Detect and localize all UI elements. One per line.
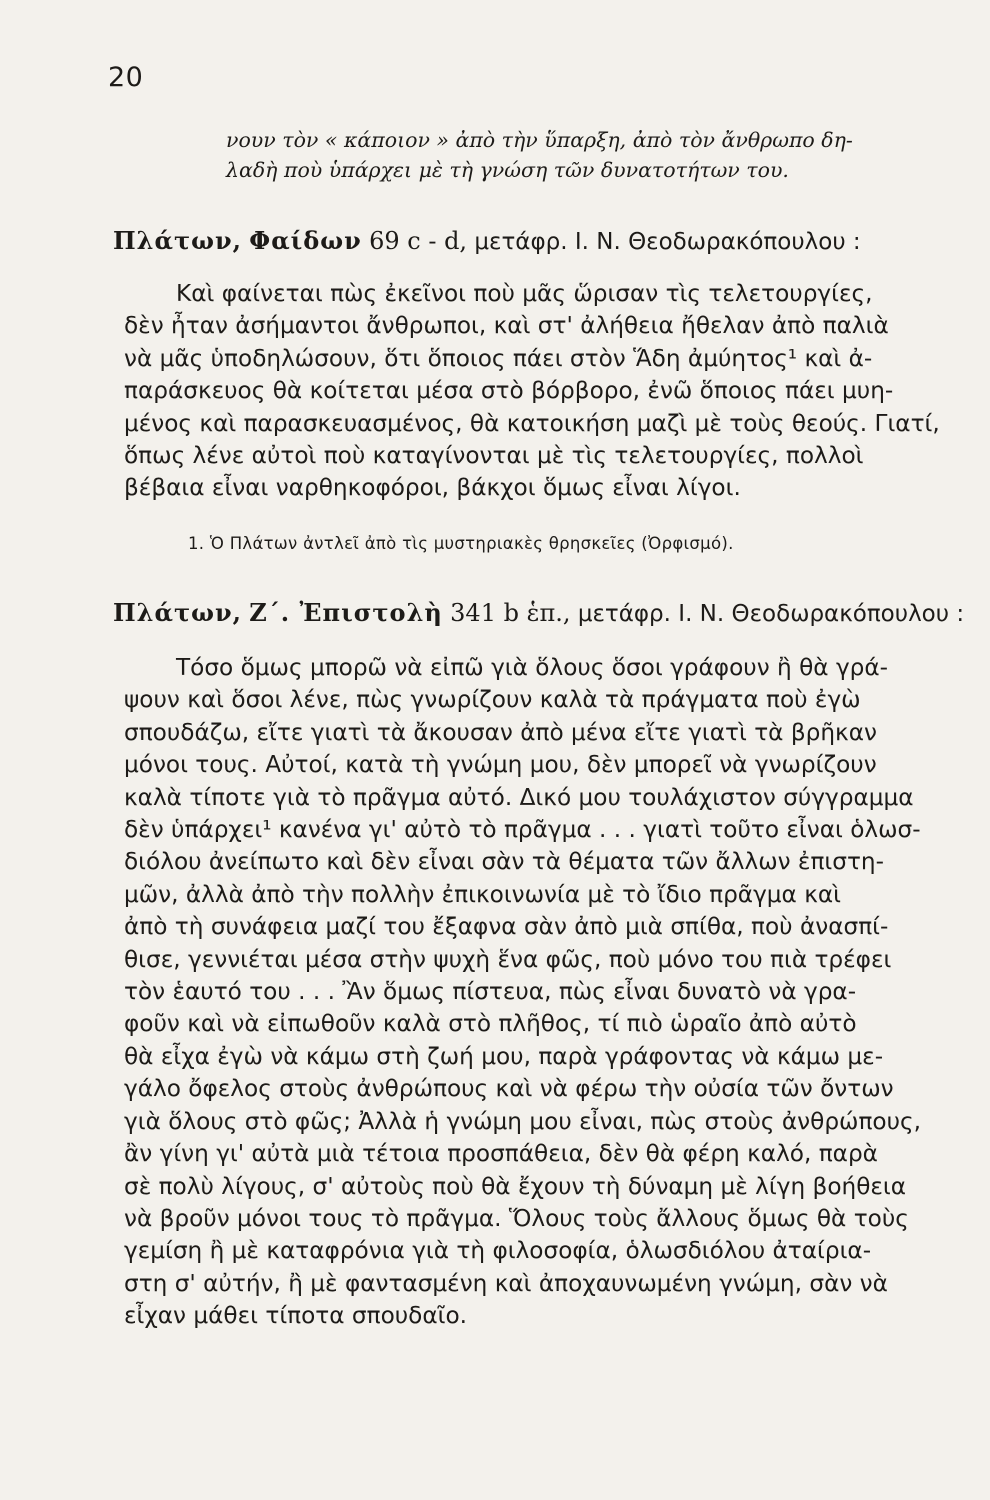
body-line: τὸν ἑαυτό του . . . Ἂν ὅμως πίστευα, πὼς εἶναι δυνατὸ νὰ γρα- [124,978,857,1006]
body-line: γάλο ὄφελος στοὺς ἀνθρώπους καὶ νὰ φέρω τὴν οὐσία τῶν ὄντων [124,1075,894,1103]
heading-reference: 69 c - d, [369,227,468,255]
body-line: Καὶ φαίνεται πὼς ἐκεῖνοι ποὺ μᾶς ὥρισαν τὶς τελετουργίες, [176,280,873,307]
body-line: στη σ' αὐτήν, ἢ μὲ φαντασμένη καὶ ἀποχαυνωμένη γνώμη, σὰν νὰ [124,1269,888,1297]
section2-body [124,652,966,1333]
body-line: φοῦν καὶ νὰ εἰπωθοῦν καλὰ στὸ πλῆθος, τί πιὸ ὡραῖο ἀπὸ αὐτὸ [124,1010,857,1038]
body-line: μόνοι τους. Αὐτοί, κατὰ τὴ γνώμη μου, δὲν μπορεῖ νὰ γνωρίζουν [124,751,877,779]
body-line: μῶν, ἀλλὰ ἀπὸ τὴν πολλὴν ἐπικοινωνία μὲ τὸ ἴδιο πρᾶγμα καὶ [124,880,842,908]
body-line: ἂν γίνη γι' αὐτὰ μιὰ τέτοια προσπάθεια, δὲν θὰ φέρη καλό, παρὰ [124,1140,878,1168]
heading-work: Ζ΄. Ἐπιστολὴ [249,598,443,627]
body-line: μένος καὶ παρασκευασμένος, θὰ κατοικήση μαζὶ μὲ τοὺς θεούς. Γιατί, [124,409,940,437]
body-line: Τόσο ὅμως μπορῶ νὰ εἰπῶ γιὰ ὅλους ὅσοι γράφουν ἢ θὰ γρά- [176,654,889,681]
body-line: ἀπὸ τὴ συνάφεια μαζί του ἔξαφνα σὰν ἀπὸ μιὰ σπίθα, ποὺ ἀνασπί- [124,913,889,941]
heading-translation: μετάφρ. Ι. Ν. Θεοδωρακόπουλου : [474,229,861,255]
body-line: σπουδάζω, εἴτε γιατὶ τὰ ἄκουσαν ἀπὸ μένα εἴτε γιατὶ τὰ βρῆκαν [124,718,877,746]
intro-line: νουν τὸν « κάποιον » ἀπὸ τὴν ὕπαρξη, ἀπὸ τὸν ἄνθρωπο δη- [226,128,853,152]
body-line: γεμίση ἢ μὲ καταφρόνια γιὰ τὴ φιλοσοφία, ὁλωσδιόλου ἀταίρια- [124,1237,872,1265]
body-line: θισε, γεννιέται μέσα στὴν ψυχὴ ἕνα φῶς, ποὺ μόνο του πιὰ τρέφει [124,945,892,973]
body-line: νὰ βροῦν μόνοι τους τὸ πρᾶγμα. Ὅλους τοὺς ἄλλους ὅμως θὰ τοὺς [124,1204,909,1232]
body-line: νὰ μᾶς ὑποδηλώσουν, ὅτι ὅποιος πάει στὸν Ἅδη ἀμύητος¹ καὶ ἀ- [124,344,873,372]
section1-body [124,278,966,505]
body-line: ὅπως λένε αὐτοὶ ποὺ καταγίνονται μὲ τὶς τελετουργίες, πολλοὶ [124,442,864,470]
heading-reference: 341 b ἑπ., [450,599,571,627]
body-line: δὲν ὑπάρχει¹ κανένα γι' αὐτὸ τὸ πρᾶγμα . . . γιατὶ τοῦτο εἶναι ὁλωσ- [124,816,921,844]
body-line: διόλου ἀνείπωτο καὶ δὲν εἶναι σὰν τὰ θέματα τῶν ἄλλων ἐπιστη- [124,848,884,876]
body-line: βέβαια εἶναι ναρθηκοφόροι, βάκχοι ὅμως εἶναι λίγοι. [124,474,741,502]
body-line: γιὰ ὅλους στὸ φῶς; Ἀλλὰ ἡ γνώμη μου εἶναι, πὼς στοὺς ἀνθρώπους, [124,1107,922,1135]
section-heading-seventh-letter [113,598,964,627]
heading-author: Πλάτων, [113,598,242,627]
section-heading-phaedo [113,226,861,255]
body-line: καλὰ τίποτε γιὰ τὸ πρᾶγμα αὐτό. Δικό μου τουλάχιστον σύγγραμμα [124,783,914,811]
footnote: 1. Ὁ Πλάτων ἀντλεῖ ἀπὸ τὶς μυστηριακὲς θρησκεῖες (Ὀρφισμό). [188,534,734,553]
heading-translation: μετάφρ. Ι. Ν. Θεοδωρακόπουλου : [577,601,965,627]
body-line: παράσκευος θὰ κοίτεται μέσα στὸ βόρβορο, ἐνῶ ὅποιος πάει μυη- [124,377,894,405]
body-line: ψουν καὶ ὅσοι λένε, πὼς γνωρίζουν καλὰ τὰ πράγματα ποὺ ἐγὼ [124,686,861,714]
heading-work: Φαίδων [249,226,362,255]
body-line: σὲ πολὺ λίγους, σ' αὐτοὺς ποὺ θὰ ἔχουν τὴ δύναμη μὲ λίγη βοήθεια [124,1172,907,1200]
body-line: δὲν ἦταν ἀσήμαντοι ἄνθρωποι, καὶ στ' ἀλήθεια ἤθελαν ἀπὸ παλιὰ [124,312,889,340]
body-line: εἶχαν μάθει τίποτα σπουδαῖο. [124,1302,468,1330]
heading-author: Πλάτων, [113,226,242,255]
intro-paragraph [226,125,966,185]
body-line: θὰ εἶχα ἐγὼ νὰ κάμω στὴ ζωή μου, παρὰ γράφοντας νὰ κάμω με- [124,1042,884,1070]
page-number: 20 [108,62,144,93]
intro-line: λαδὴ ποὺ ὑπάρχει μὲ τὴ γνώση τῶν δυνατοτήτων του. [226,158,789,182]
